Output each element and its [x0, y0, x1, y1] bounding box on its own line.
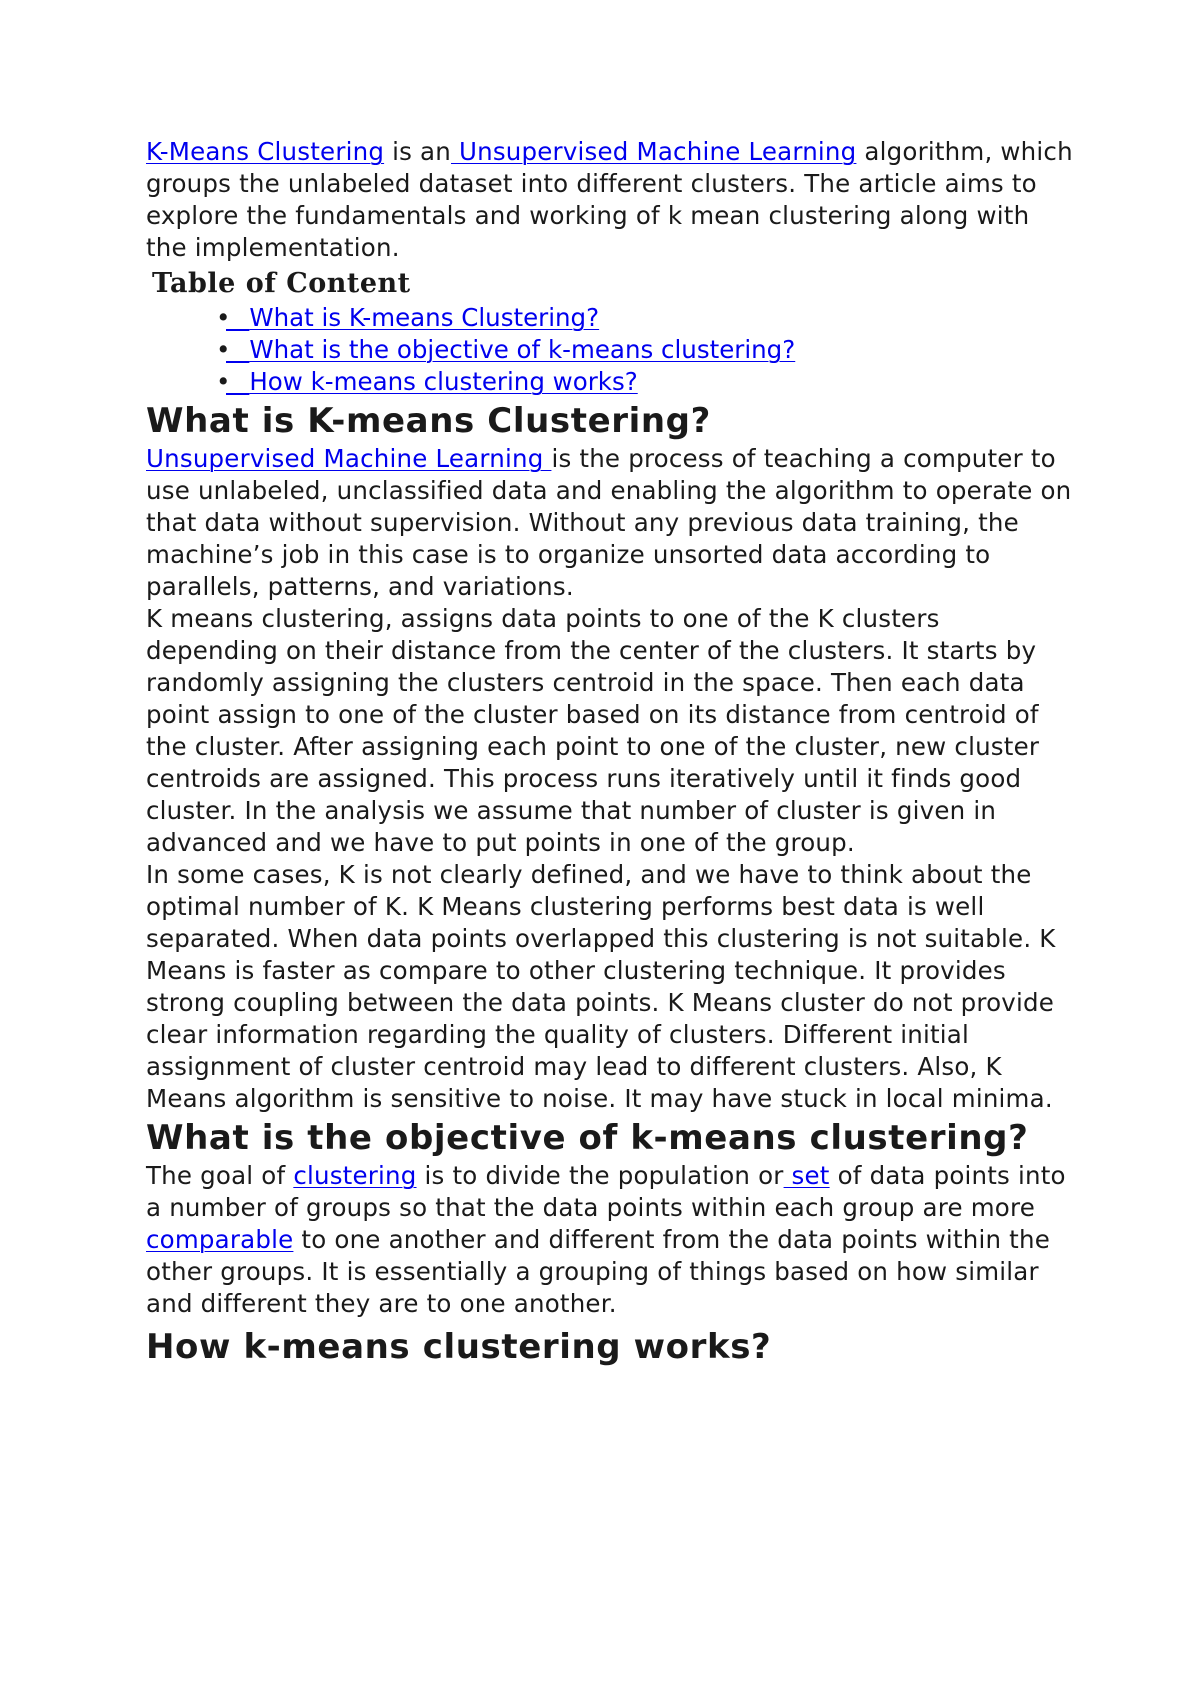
toc-link-what-is[interactable]: What is K-means Clustering?: [249, 303, 600, 332]
set-link[interactable]: set: [783, 1161, 830, 1190]
intro-text-1: is an: [384, 137, 451, 166]
bullet-icon: •: [216, 367, 231, 396]
heading-objective: What is the objective of k-means clustering?: [146, 1118, 1029, 1158]
s2-text-4: to one another and different from the data points within the other groups. It is essentially a grouping of things based on how similar and different they are to one another.: [146, 1225, 1050, 1318]
section1-paragraph-3: In some cases, K is not clearly defined, and we have to think about the optimal number of K. K Means clustering performs best data is well separated. When data points overlapped this clustering is not suitable. K Means is faster as compare to other clustering technique. It provides strong coupling between the data points. K Means cluster do not provide clear information regarding the quality of clusters. Different initial assignment of cluster centroid may lead to different clusters. Also, K Means algorithm is sensitive to noise. It may have stuck in local minima.: [146, 860, 1056, 1113]
s2-text-3: of data points into a number of groups so that the data points within each group are more: [146, 1161, 1066, 1222]
intro-paragraph: [146, 136, 1076, 264]
bullet-icon: •: [216, 335, 231, 364]
toc-item: [216, 302, 1076, 334]
toc-item: [216, 334, 1076, 366]
clustering-link[interactable]: clustering: [293, 1161, 417, 1190]
unsupervised-ml-link[interactable]: Unsupervised Machine Learning: [450, 137, 857, 166]
table-of-content: [216, 302, 1076, 398]
s2-text-1: The goal of: [146, 1161, 294, 1190]
document-page: [146, 136, 1076, 1369]
bullet-icon: •: [216, 303, 231, 332]
intro-text-2: algorithm, which groups the unlabeled dataset into different clusters. The article aims to explore the fundamentals and working of k mean clustering along with the implementation.: [146, 137, 1073, 262]
section1-paragraph-2: K means clustering, assigns data points to one of the K clusters depending on their distance from the center of the clusters. It starts by randomly assigning the clusters centroid in the space. Then each data point assign to one of the cluster based on its distance from centroid of the cluster. After assigning each point to one of the cluster, new cluster centroids are assigned. This process runs iteratively until it finds good cluster. In the analysis we assume that number of cluster is given in advanced and we have to put points in one of the group.: [146, 604, 1040, 857]
k-means-clustering-link[interactable]: K-Means Clustering: [146, 137, 385, 166]
comparable-link[interactable]: comparable: [146, 1225, 294, 1254]
heading-what-is: What is K-means Clustering?: [146, 401, 711, 441]
s2-text-2: is to divide the population or: [416, 1161, 784, 1190]
heading-how-works: How k-means clustering works?: [146, 1327, 772, 1367]
toc-link-how-works[interactable]: How k-means clustering works?: [249, 367, 638, 396]
section1-p1-text: is the process of teaching a computer to use unlabeled, unclassified data and enabling the algorithm to operate on that data without supervision. Without any previous data training, the machine’s job in this case is to organize unsorted data according to parallels, patterns, and variations.: [146, 444, 1072, 601]
toc-link-objective[interactable]: What is the objective of k-means clustering?: [249, 335, 796, 364]
unsupervised-ml-link-2[interactable]: Unsupervised Machine Learning: [146, 444, 552, 473]
toc-item: [216, 366, 1076, 398]
toc-title: Table of Content: [152, 268, 411, 299]
section1-paragraph-1: [146, 443, 1076, 603]
section2-paragraph: [146, 1160, 1076, 1320]
